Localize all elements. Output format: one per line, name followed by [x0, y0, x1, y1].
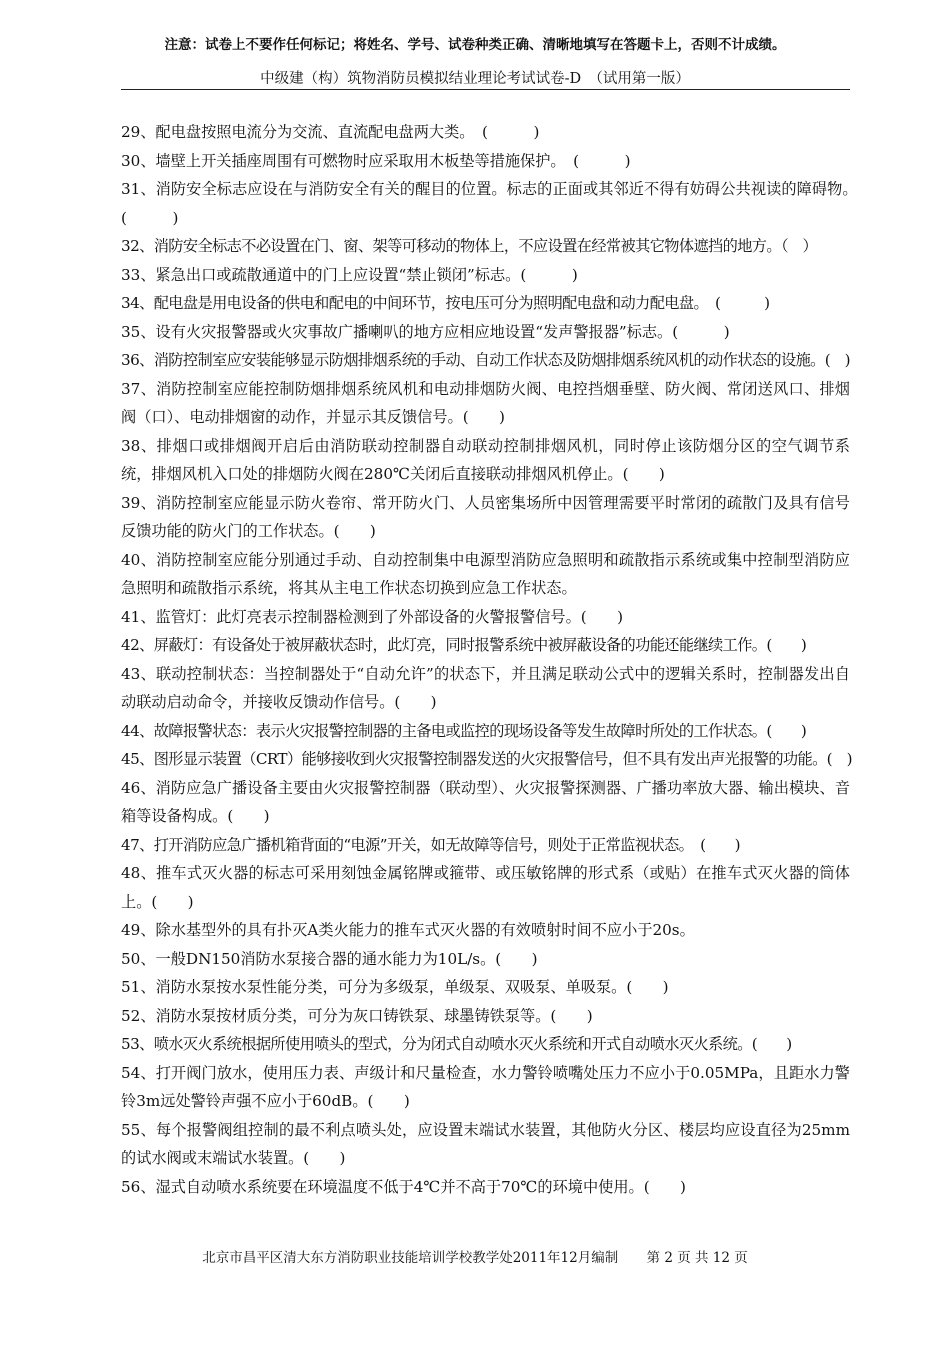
- header-divider: [121, 89, 850, 90]
- question-41: 41、监管灯：此灯亮表示控制器检测到了外部设备的火警报警信号。( ): [121, 607, 623, 626]
- question-list: [121, 118, 866, 1201]
- question-54: 54、打开阀门放水，使用压力表、声级计和尺量检查，水力警铃喷嘴处压力不应小于0.05MPa，且距水力警铃3m远处警铃声强不应小于60dB。( ): [121, 1063, 850, 1110]
- question-33: 33、紧急出口或疏散通道中的门上应设置“禁止锁闭”标志。( ): [121, 265, 578, 284]
- question-34: 34、配电盘是用电设备的供电和配电的中间环节，按电压可分为照明配电盘和动力配电盘。 ( ): [121, 294, 770, 312]
- question-36: 36、消防控制室应安装能够显示防烟排烟系统的手动、自动工作状态及防烟排烟系统风机的动作状态的设施。( ): [121, 351, 850, 369]
- page-footer: [0, 1246, 950, 1266]
- question-40: 40、消防控制室应能分别通过手动、自动控制集中电源型消防应急照明和疏散指示系统或集中控制型消防应急照明和疏散指示系统，将其从主电工作状态切换到应急工作状态。: [121, 550, 850, 597]
- page-number: 第 2 页 共 12 页: [646, 1250, 748, 1266]
- question-35: 35、设有火灾报警器或火灾事故广播喇叭的地方应相应地设置“发声警报器”标志。( ): [121, 322, 730, 341]
- question-53: 53、喷水灭火系统根据所使用喷头的型式，分为闭式自动喷水灭火系统和开式自动喷水灭火系统。( ): [121, 1035, 792, 1053]
- question-43: 43、联动控制状态：当控制器处于“自动允许”的状态下，并且满足联动公式中的逻辑关系时，控制器发出自动联动启动命令，并接收反馈动作信号。( ): [121, 664, 850, 711]
- question-44: 44、故障报警状态：表示火灾报警控制器的主备电或监控的现场设备等发生故障时所处的工作状态。( ): [121, 721, 807, 740]
- question-47: 47、打开消防应急广播机箱背面的“电源”开关，如无故障等信号，则处于正常监视状态。 ( ): [121, 835, 741, 854]
- question-32: 32、消防安全标志不必设置在门、窗、架等可移动的物体上，不应设置在经常被其它物体遮挡的地方。（ ）: [121, 237, 818, 255]
- question-30: 30、墙壁上开关插座周围有可燃物时应采取用木板垫等措施保护。 ( ): [121, 151, 631, 170]
- question-49: 49、除水基型外的具有扑灭A类火能力的推车式灭火器的有效喷射时间不应小于20s。: [121, 921, 695, 939]
- footer-organization: 北京市昌平区清大东方消防职业技能培训学校教学处2011年12月编制: [202, 1250, 619, 1266]
- exam-title: 中级建（构）筑物消防员模拟结业理论考试试卷-D （试用第一版）: [260, 71, 690, 87]
- question-46: 46、消防应急广播设备主要由火灾报警控制器（联动型）、火灾报警探测器、广播功率放大器、输出模块、音箱等设备构成。( ): [121, 778, 850, 825]
- question-52: 52、消防水泵按材质分类，可分为灰口铸铁泵、球墨铸铁泵等。( ): [121, 1006, 593, 1025]
- question-55: 55、每个报警阀组控制的最不利点喷头处，应设置末端试水装置，其他防火分区、楼层均应设直径为25mm的试水阀或末端试水装置。( ): [121, 1120, 850, 1167]
- question-31: 31、消防安全标志应设在与消防安全有关的醒目的位置。标志的正面或其邻近不得有妨碍公共视读的障碍物。 ( ): [121, 180, 866, 227]
- question-56: 56、湿式自动喷水系统要在环境温度不低于4℃并不高于70℃的环境中使用。( ): [121, 1177, 686, 1196]
- question-50: 50、一般DN150消防水泵接合器的通水能力为10L/s。( ): [121, 949, 538, 968]
- question-48: 48、推车式灭火器的标志可采用刻蚀金属铭牌或箍带、或压敏铭牌的形式系（或贴）在推车式灭火器的筒体上。( ): [121, 864, 850, 911]
- exam-notice: 注意：试卷上不要作任何标记；将姓名、学号、试卷种类正确、清晰地填写在答题卡上，否则不计成绩。: [164, 37, 786, 53]
- question-37: 37、消防控制室应能控制防烟排烟系统风机和电动排烟防火阀、电控挡烟垂壁、防火阀、常闭送风口、排烟阀（口）、电动排烟窗的动作，并显示其反馈信号。( ): [121, 379, 850, 426]
- question-42: 42、屏蔽灯：有设备处于被屏蔽状态时，此灯亮，同时报警系统中被屏蔽设备的功能还能继续工作。( ): [121, 636, 807, 654]
- question-29: 29、配电盘按照电流分为交流、直流配电盘两大类。 ( ): [121, 123, 540, 141]
- question-39: 39、消防控制室应能显示防火卷帘、常开防火门、人员密集场所中因管理需要平时常闭的疏散门及具有信号反馈功能的防火门的工作状态。( ): [121, 493, 850, 540]
- question-38: 38、排烟口或排烟阀开启后由消防联动控制器自动联动控制排烟风机，同时停止该防烟分区的空气调节系统，排烟风机入口处的排烟防火阀在280℃关闭后直接联动排烟风机停止。( ): [121, 436, 850, 483]
- question-51: 51、消防水泵按水泵性能分类，可分为多级泵，单级泵、双吸泵、单吸泵。( ): [121, 978, 669, 996]
- question-45: 45、图形显示装置（CRT）能够接收到火灾报警控制器发送的火灾报警信号，但不具有发出声光报警的功能。( ): [121, 750, 852, 768]
